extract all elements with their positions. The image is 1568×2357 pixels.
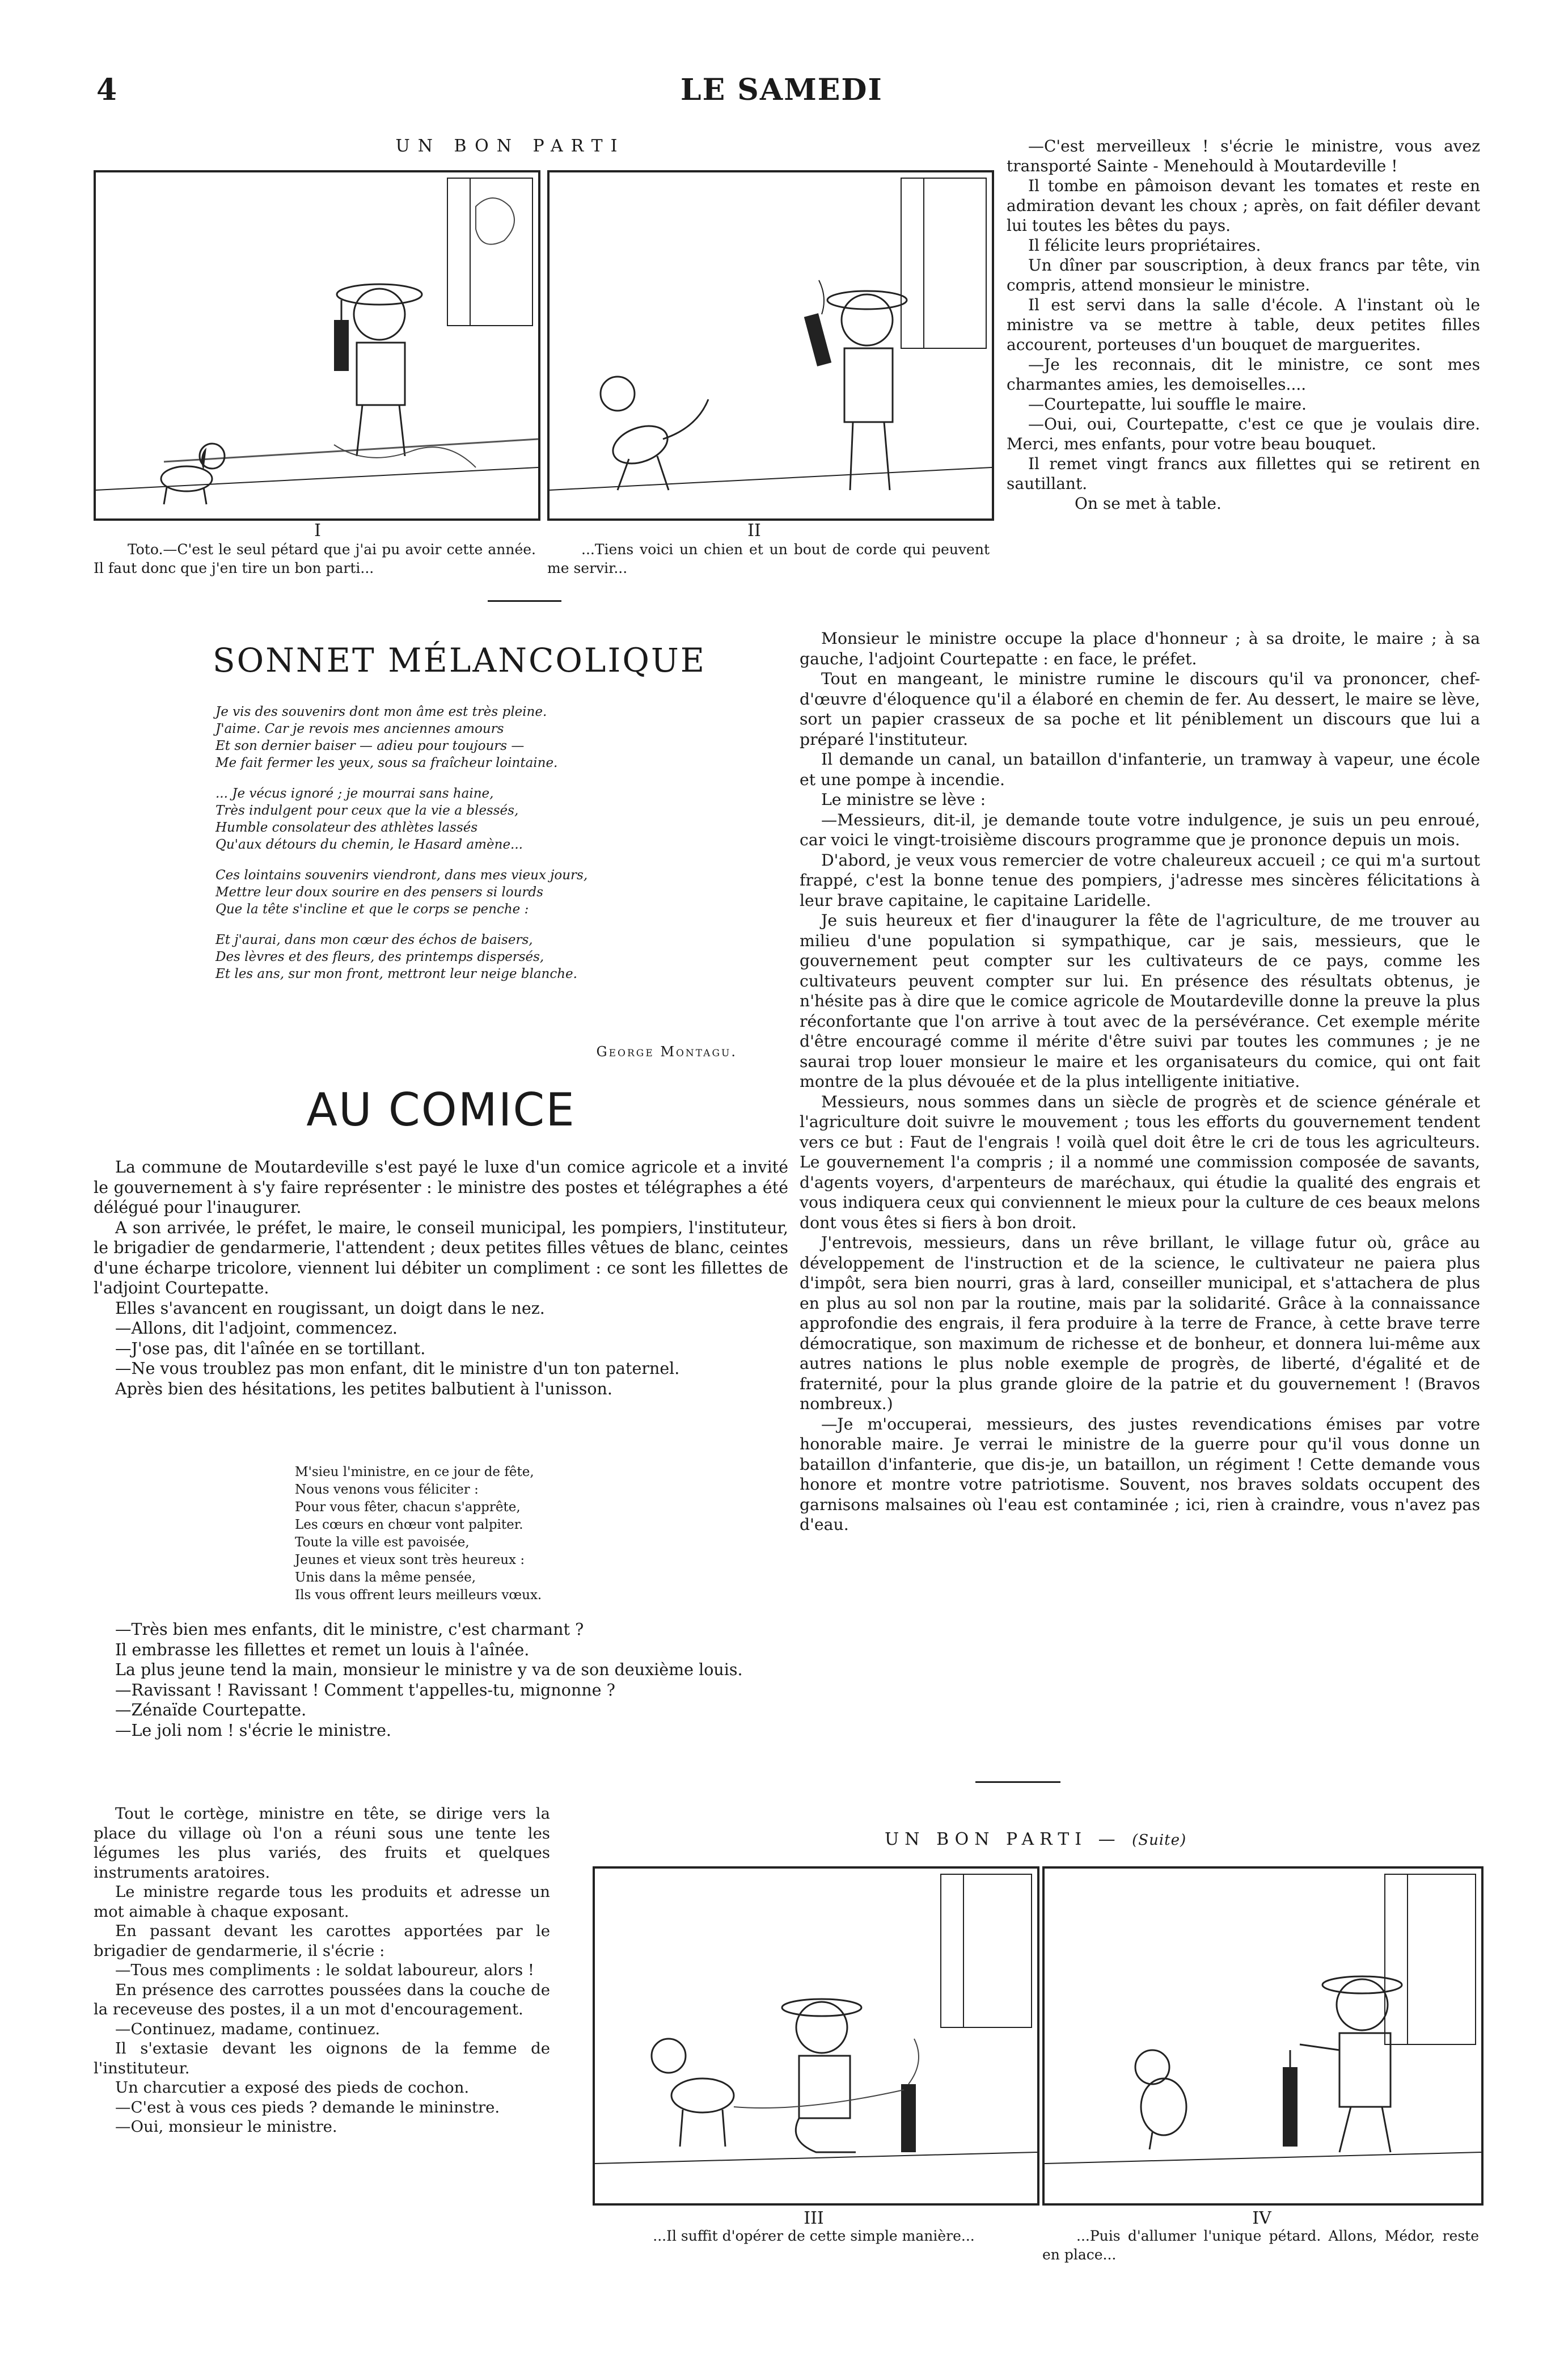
comic-title-bottom xyxy=(885,1829,1225,1849)
divider xyxy=(975,1781,1060,1783)
divider xyxy=(488,600,561,602)
paragraph: —Ne vous troublez pas mon enfant, dit le ministre d'un ton paternel. xyxy=(115,1359,680,1378)
sonnet-line: Me fait fermer les yeux, sous sa fraîcheur lointaine. xyxy=(215,756,558,770)
paragraph: Il félicite leurs propriétaires. xyxy=(1028,236,1261,255)
article-left-a xyxy=(94,1157,788,1399)
paragraph: La plus jeune tend la main, monsieur le ministre y va de son deuxième louis. xyxy=(115,1660,743,1679)
paragraph: —Zénaïde Courtepatte. xyxy=(115,1701,307,1719)
sonnet-line: Ces lointains souvenirs viendront, dans mes vieux jours, xyxy=(215,868,588,883)
paragraph: —J'ose pas, dit l'aînée en se tortillant. xyxy=(115,1339,426,1358)
paragraph: Je suis heureux et fier d'inaugurer la fête de l'agriculture, de me trouver au milieu d'une population si sympathique, car je sais, messieurs, que le gouvernement peut compter sur les cultivateurs de ce pays, comme les cultivateurs peuvent compter sur lui. En présence des résultats obtenus, je n'hésite pas à dire que le comice agricole de Moutardeville donne la preuve la plus réconfortante que l'on arrive à tout avec de la persévérance. Cet exemple mérite d'être encouragé comme il mérite d'être suivi par toutes les communes ; je ne saurai trop louer monsieur le maire et les organisateurs du comice, qui ont fait montre de la plus dévouée et de la plus intelligente initiative. xyxy=(800,911,1480,1091)
paragraph: —C'est merveilleux ! s'écrie le ministre, vous avez transporté Sainte - Menehould à Moutardeville ! xyxy=(1007,137,1480,175)
sonnet-stanza-1 xyxy=(215,703,788,771)
paragraph: Elles s'avancent en rougissant, un doigt dans le nez. xyxy=(115,1298,545,1318)
paragraph: —Allons, dit l'adjoint, commencez. xyxy=(115,1319,398,1338)
page-number: 4 xyxy=(96,73,117,107)
poem-line: Pour vous fêter, chacun s'apprête, xyxy=(295,1500,521,1515)
article-right-top xyxy=(1007,136,1480,513)
comic-title-text: UN BON PARTI — xyxy=(885,1829,1121,1849)
paragraph: —Oui, oui, Courtepatte, c'est ce que je voulais dire. Merci, mes enfants, pour votre beau bouquet. xyxy=(1007,415,1480,453)
panel-2-caption: ...Tiens voici un chien et un bout de corde qui peuvent me servir... xyxy=(547,541,990,576)
comic-title-suffix: (Suite) xyxy=(1132,1832,1187,1849)
paragraph: A son arrivée, le préfet, le maire, le conseil municipal, les pompiers, l'instituteur, le brigadier de gendarmerie, l'attendent ; deux petites filles vêtues de blanc, ceintes d'une écharpe tricolore, viennent lui débiter un compliment : ce sont les fillettes de l'adjoint Courtepatte. xyxy=(94,1218,788,1297)
poem-line: Jeunes et vieux sont très heureux : xyxy=(295,1553,525,1567)
comic-drawing-1 xyxy=(96,172,538,518)
article-left-c xyxy=(94,1804,550,2137)
paragraph: Il demande un canal, un bataillon d'infanterie, un tramway à vapeur, une école et une pompe à incendie. xyxy=(800,750,1480,789)
comic-drawing-4 xyxy=(1045,1869,1481,2203)
sonnet-line: Qu'aux détours du chemin, le Hasard amène... xyxy=(215,837,523,852)
paragraph: —Oui, monsieur le ministre. xyxy=(115,2118,337,2136)
article-title: AU COMICE xyxy=(306,1083,576,1136)
panel-2-numeral: II xyxy=(747,521,761,541)
paragraph: Le ministre se lève : xyxy=(821,790,986,809)
comic-drawing-3 xyxy=(595,1869,1037,2203)
paragraph: —Continuez, madame, continuez. xyxy=(115,2019,381,2038)
poem-line: Unis dans la même pensée, xyxy=(295,1570,476,1585)
panel-1-numeral: I xyxy=(314,521,321,541)
sonnet-title: SONNET MÉLANCOLIQUE xyxy=(212,641,707,680)
comic-panel-3 xyxy=(593,1866,1039,2206)
paragraph: Il tombe en pâmoison devant les tomates et reste en admiration devant les choux ; après, on fait défiler devant lui toutes les bêtes du pays. xyxy=(1007,176,1480,235)
paragraph: Il s'extasie devant les oignons de la femme de l'instituteur. xyxy=(94,2039,550,2077)
paragraph: En passant devant les carottes apportées par le brigadier de gendarmerie, il s'écrie : xyxy=(94,1922,550,1960)
sonnet-line: Je vis des souvenirs dont mon âme est très pleine. xyxy=(215,705,547,719)
paragraph: Le ministre regarde tous les produits et adresse un mot aimable à chaque exposant. xyxy=(94,1883,550,1921)
poem-line: Ils vous offrent leurs meilleurs vœux. xyxy=(295,1588,542,1603)
paragraph: Il est servi dans la salle d'école. A l'instant où le ministre va se mettre à table, deux petites filles accourent, porteuses d'un bouquet de marguerites. xyxy=(1007,296,1480,354)
paragraph: La commune de Moutardeville s'est payé le luxe d'un comice agricole et a invité le gouvernement à s'y faire représenter : le ministre des postes et télégraphes a été délégué pour l'inaugurer. xyxy=(94,1158,788,1217)
paragraph: D'abord, je veux vous remercier de votre chaleureux accueil ; ce qui m'a surtout frappé, c'est la bonne tenue des pompiers, j'adresse mes sincères félicitations à leur brave capitaine, le capitaine Laridelle. xyxy=(800,850,1480,910)
paragraph: Tout en mangeant, le ministre rumine le discours qu'il va prononcer, chef-d'œuvre d'éloquence qu'il a élaboré en chemin de fer. Au dessert, le maire se lève, sort un papier crasseux de sa poche et lit péniblement un discours que lui a préparé l'instituteur. xyxy=(800,669,1480,749)
sonnet-stanza-4 xyxy=(215,931,788,983)
children-poem xyxy=(295,1464,692,1604)
panel-3-caption: ...Il suffit d'opérer de cette simple manière... xyxy=(653,2228,975,2244)
panel-4-numeral: IV xyxy=(1252,2208,1271,2228)
panel-1-caption: Toto.—C'est le seul pétard que j'ai pu avoir cette année. Il faut donc que j'en tire un bon parti... xyxy=(94,541,536,576)
sonnet-stanza-3 xyxy=(215,867,788,918)
article-left-b xyxy=(94,1620,788,1740)
poem-line: Toute la ville est pavoisée, xyxy=(295,1535,470,1550)
paragraph: J'entrevois, messieurs, dans un rêve brillant, le village futur où, grâce au développement de l'instruction et de la science, le cultivateur ne paiera plus d'impôt, sera bien nourri, gras à lard, conseiller municipal, et s'attachera de plus en plus au sol non par la routine, mais par la solidarité. Grâce à la connaissance approfondie des engrais, il fera produire à la terre de France, à cette brave terre démocratique, son maximum de richesse et de bonheur, et donnera lui-même aux autres nations le plus noble exemple de progrès, de liberté, d'égalité et de fraternité, pour la plus grande gloire de la patrie et du gouvernement ! (Bravos nombreux.) xyxy=(800,1233,1480,1413)
sonnet-line: Mettre leur doux sourire en des pensers si lourds xyxy=(215,885,543,900)
running-title: LE SAMEDI xyxy=(681,73,883,107)
comic-drawing-2 xyxy=(550,172,992,518)
panel-3-numeral: III xyxy=(804,2208,824,2228)
panel-4-caption: ...Puis d'allumer l'unique pétard. Allons, Médor, reste en place... xyxy=(1042,2228,1479,2263)
poem-line: Nous venons vous féliciter : xyxy=(295,1482,479,1497)
paragraph: —Le joli nom ! s'écrie le ministre. xyxy=(115,1721,391,1740)
paragraph: Un dîner par souscription, à deux francs par tête, vin compris, attend monsieur le ministre. xyxy=(1007,256,1480,294)
paragraph: —Courtepatte, lui souffle le maire. xyxy=(1028,395,1307,414)
paragraph: —Tous mes compliments : le soldat laboureur, alors ! xyxy=(115,1961,534,1979)
comic-panel-2 xyxy=(547,170,994,521)
paragraph: Après bien des hésitations, les petites balbutient à l'unisson. xyxy=(115,1379,612,1398)
sonnet-signature: George Montagu. xyxy=(596,1044,737,1060)
sonnet-line: Très indulgent pour ceux que la vie a blessés, xyxy=(215,803,519,818)
sonnet-line: Des lèvres et des fleurs, des printemps dispersés, xyxy=(215,950,544,964)
sonnet-body xyxy=(215,703,788,996)
paragraph: En présence des carrottes poussées dans la couche de la receveuse des postes, il a un mot d'encouragement. xyxy=(94,1980,550,2018)
paragraph: —Très bien mes enfants, dit le ministre, c'est charmant ? xyxy=(115,1620,584,1639)
paragraph: —C'est à vous ces pieds ? demande le mininstre. xyxy=(115,2098,500,2116)
paragraph: Il embrasse les fillettes et remet un louis à l'aînée. xyxy=(115,1640,530,1659)
paragraph: —Je les reconnais, dit le ministre, ce sont mes charmantes amies, les demoiselles.... xyxy=(1007,355,1480,394)
sonnet-line: ... Je vécus ignoré ; je mourrai sans haine, xyxy=(215,786,494,801)
paragraph: —Messieurs, dit-il, je demande toute votre indulgence, je suis un peu enroué, car voici le vingt-troisième discours programme que je prononce depuis un mois. xyxy=(800,810,1480,849)
comic-title-top: UN BON PARTI xyxy=(395,136,625,156)
paragraph: —Je m'occuperai, messieurs, des justes revendications émises par votre honorable maire. Je verrai le ministre de la guerre pour qu'il vous donne un bataillon d'infanterie, que dis-je, un bataillon, un régiment ! Cette demande vous honore et montre votre patriotisme. Souvent, nos braves soldats occupent des garnisons malsaines où l'eau est contaminée ; ici, rien à craindre, vous n'avez pas d'eau. xyxy=(800,1414,1480,1534)
paragraph: Il remet vingt francs aux fillettes qui se retirent en sautillant. xyxy=(1007,454,1480,493)
paragraph: Messieurs, nous sommes dans un siècle de progrès et de science générale et l'agriculture doit suivre le mouvement ; tous les efforts du gouvernement tendent vers ce but : Faut de l'engrais ! voilà quel doit être le cri de tous les agriculteurs. Le gouvernement l'a compris ; il a nommé une commission composée de savants, d'agents voyers, d'arpenteurs de maréchaux, qui étudie la qualité des engrais et vous indiquera ceux qui conviennent le mieux pour la culture de ces beaux melons dont vous êtes si fiers à bon droit. xyxy=(800,1092,1480,1232)
sonnet-stanza-2 xyxy=(215,785,788,853)
sonnet-line: J'aime. Car je revois mes anciennes amours xyxy=(215,722,504,736)
comic-panel-1 xyxy=(94,170,540,521)
article-right-wide xyxy=(800,629,1480,1535)
sonnet-line: Humble consolateur des athlètes lassés xyxy=(215,820,478,835)
sonnet-line: Et les ans, sur mon front, mettront leur neige blanche. xyxy=(215,967,577,981)
poem-line: M'sieu l'ministre, en ce jour de fête, xyxy=(295,1465,534,1479)
comic-panel-4 xyxy=(1042,1866,1484,2206)
sonnet-line: Que la tête s'incline et que le corps se penche : xyxy=(215,902,529,917)
paragraph: —Ravissant ! Ravissant ! Comment t'appelles-tu, mignonne ? xyxy=(115,1680,615,1700)
paragraph: Un charcutier a exposé des pieds de cochon. xyxy=(115,2078,470,2097)
paragraph: On se met à table. xyxy=(1075,494,1222,513)
poem-line: Les cœurs en chœur vont palpiter. xyxy=(295,1517,523,1532)
paragraph: Monsieur le ministre occupe la place d'honneur ; à sa droite, le maire ; à sa gauche, l'adjoint Courtepatte : en face, le préfet. xyxy=(800,629,1480,668)
paragraph: Tout le cortège, ministre en tête, se dirige vers la place du village où l'on a réuni sous une tente les légumes les plus variés, des fruits et quelques instruments aratoires. xyxy=(94,1804,550,1882)
sonnet-line: Et son dernier baiser — adieu pour toujours — xyxy=(215,739,525,753)
sonnet-line: Et j'aurai, dans mon cœur des échos de baisers, xyxy=(215,933,533,947)
